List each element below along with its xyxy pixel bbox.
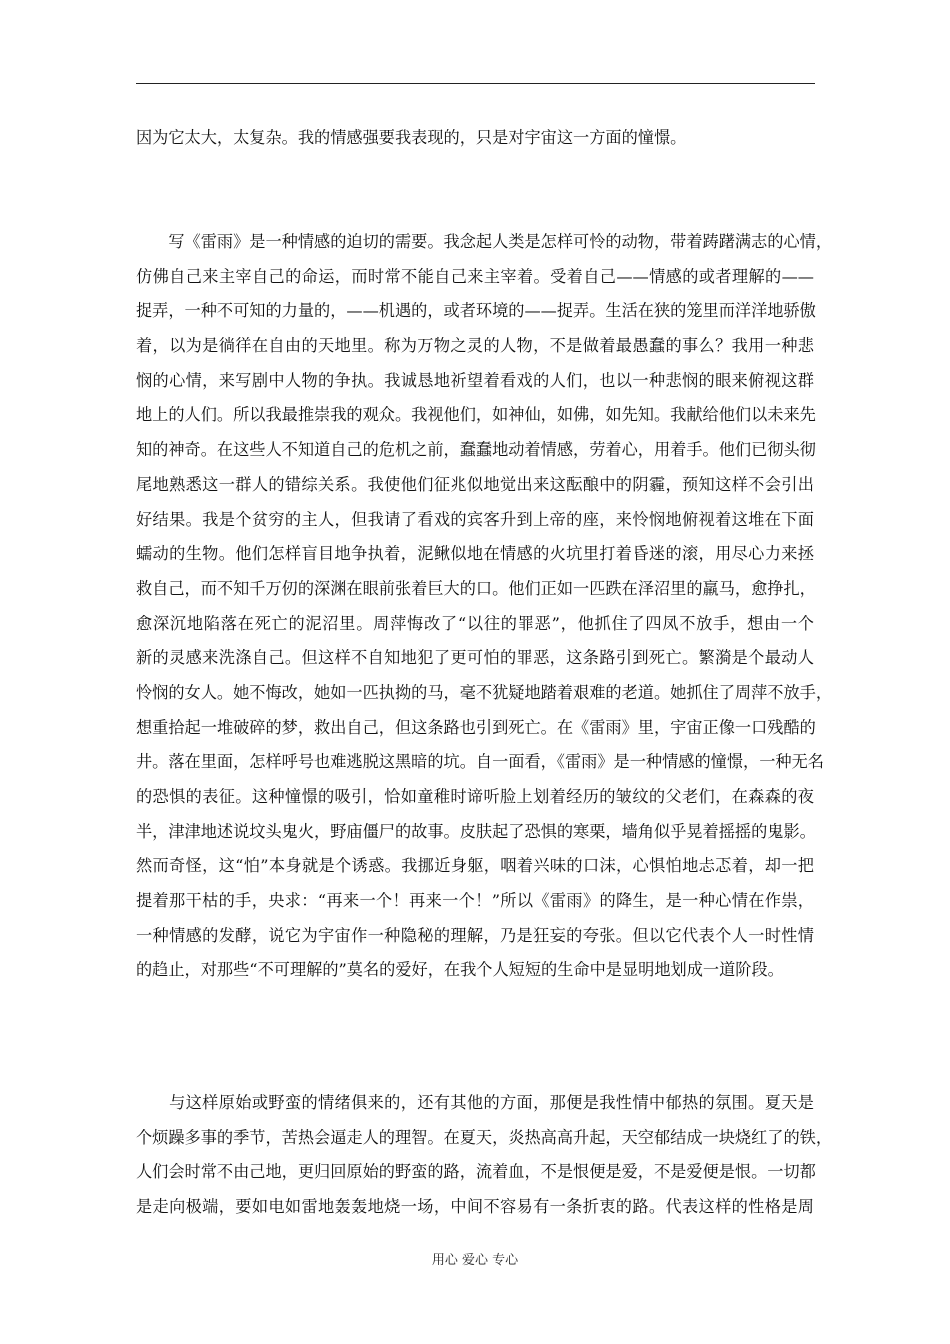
text-line: 捉弄，一种不可知的力量的，——机遇的，或者环境的——捉弄。生活在狭的笼里而洋洋地骄傲 xyxy=(136,301,816,321)
paragraph-thunderstorm xyxy=(136,225,833,988)
text-line: 一种情感的发酵，说它为宇宙作一种隐秘的理解，乃是狂妄的夸张。但以它代表个人一时性情 xyxy=(136,925,814,945)
text-line: 悯的心情，来写剧中人物的争执。我诚恳地祈望着看戏的人们，也以一种悲悯的眼来俯视这群 xyxy=(136,370,814,390)
text-line: 尾地熟悉这一群人的错综关系。我使他们征兆似地觉出来这酝酿中的阴霾，预知这样不会引出 xyxy=(136,474,814,494)
text-line: 与这样原始或野蛮的情绪俱来的，还有其他的方面，那便是我性情中郁热的氛围。夏天是 xyxy=(136,1093,814,1112)
text-line: 是走向极端，要如电如雷地轰轰地烧一场，中间不容易有一条折衷的路。代表这样的性格是周 xyxy=(136,1197,814,1217)
text-line: 半，津津地述说坟头鬼火，野庙僵尸的故事。皮肤起了恐惧的寒栗，墙角似乎晃着摇摇的鬼影。 xyxy=(136,821,816,841)
text-line: 愈深沉地陷落在死亡的泥沼里。周萍悔改了“以往的罪恶”，他抓住了四凤不放手，想由一个 xyxy=(136,613,814,633)
text-line: 怜悯的女人。她不悔改，她如一匹执拗的马，毫不犹疑地踏着艰难的老道。她抓住了周萍不放手， xyxy=(136,682,833,702)
text-line: 仿佛自己来主宰自己的命运，而时常不能自己来主宰着。受着自己——情感的或者理解的—— xyxy=(136,266,814,286)
text-line: 新的灵感来洗涤自己。但这样不自知地犯了更可怕的罪恶，这条路引到死亡。繁漪是个最动人 xyxy=(136,648,814,668)
header-rule xyxy=(136,83,815,84)
page-footer: 用心 爱心 专心 xyxy=(431,1253,519,1268)
text-line: 写《雷雨》是一种情感的迫切的需要。我念起人类是怎样可怜的动物，带着踌躇满志的心情， xyxy=(136,232,833,251)
text-line: 救自己，而不知千万仞的深渊在眼前张着巨大的口。他们正如一匹跌在泽沼里的羸马，愈挣扎， xyxy=(136,578,816,598)
text-line: 好结果。我是个贫穷的主人，但我请了看戏的宾客升到上帝的座，来怜悯地俯视着这堆在下面 xyxy=(136,509,814,529)
text-line: 然而奇怪，这“怕”本身就是个诱惑。我挪近身躯，咽着兴味的口沫，心惧怕地忐忑着，却一把 xyxy=(136,856,814,876)
paragraph-continuation xyxy=(136,121,814,156)
text-line: 知的神奇。在这些人不知道自己的危机之前，蠢蠢地动着情感，劳着心，用着手。他们已彻头彻 xyxy=(136,440,816,460)
text-line: 井。落在里面，怎样呼号也难逃脱这黑暗的坑。自一面看，《雷雨》是一种情感的憧憬，一种无名 xyxy=(136,752,824,772)
text-line: 想重拾起一堆破碎的梦，救出自己，但这条路也引到死亡。在《雷雨》里，宇宙正像一口残酷的 xyxy=(136,717,816,737)
text-line: 提着那干枯的手，央求：“再来一个！再来一个！”所以《雷雨》的降生，是一种心情在作祟， xyxy=(136,891,814,911)
text-line: 蠕动的生物。他们怎样盲目地争执着，泥鳅似地在情感的火坑里打着昏迷的滚，用尽心力来拯 xyxy=(136,544,814,564)
text-line: 人们会时常不由己地，更归回原始的野蛮的路，流着血，不是恨便是爱，不是爱便是恨。一切都 xyxy=(136,1162,816,1182)
text-line: 的趋止，对那些“不可理解的”莫名的爱好，在我个人短短的生命中是显明地划成一道阶段。 xyxy=(136,960,784,980)
text-line: 个烦躁多事的季节，苦热会逼走人的理智。在夏天，炎热高高升起，天空郁结成一块烧红了的铁， xyxy=(136,1127,833,1147)
text-line: 着，以为是徜徉在自由的天地里。称为万物之灵的人物，不是做着最愚蠢的事么？我用一种悲 xyxy=(136,336,814,356)
text-line: 因为它太大，太复杂。我的情感强要我表现的，只是对宇宙这一方面的憧憬。 xyxy=(136,128,687,147)
text-line: 地上的人们。所以我最推崇我的观众。我视他们，如神仙，如佛，如先知。我献给他们以未来先 xyxy=(136,405,816,425)
text-line: 的恐惧的表征。这种憧憬的吸引，恰如童稚时谛听脸上划着经历的皱纹的父老们，在森森的夜 xyxy=(136,787,814,806)
paragraph-summer xyxy=(136,1086,833,1225)
